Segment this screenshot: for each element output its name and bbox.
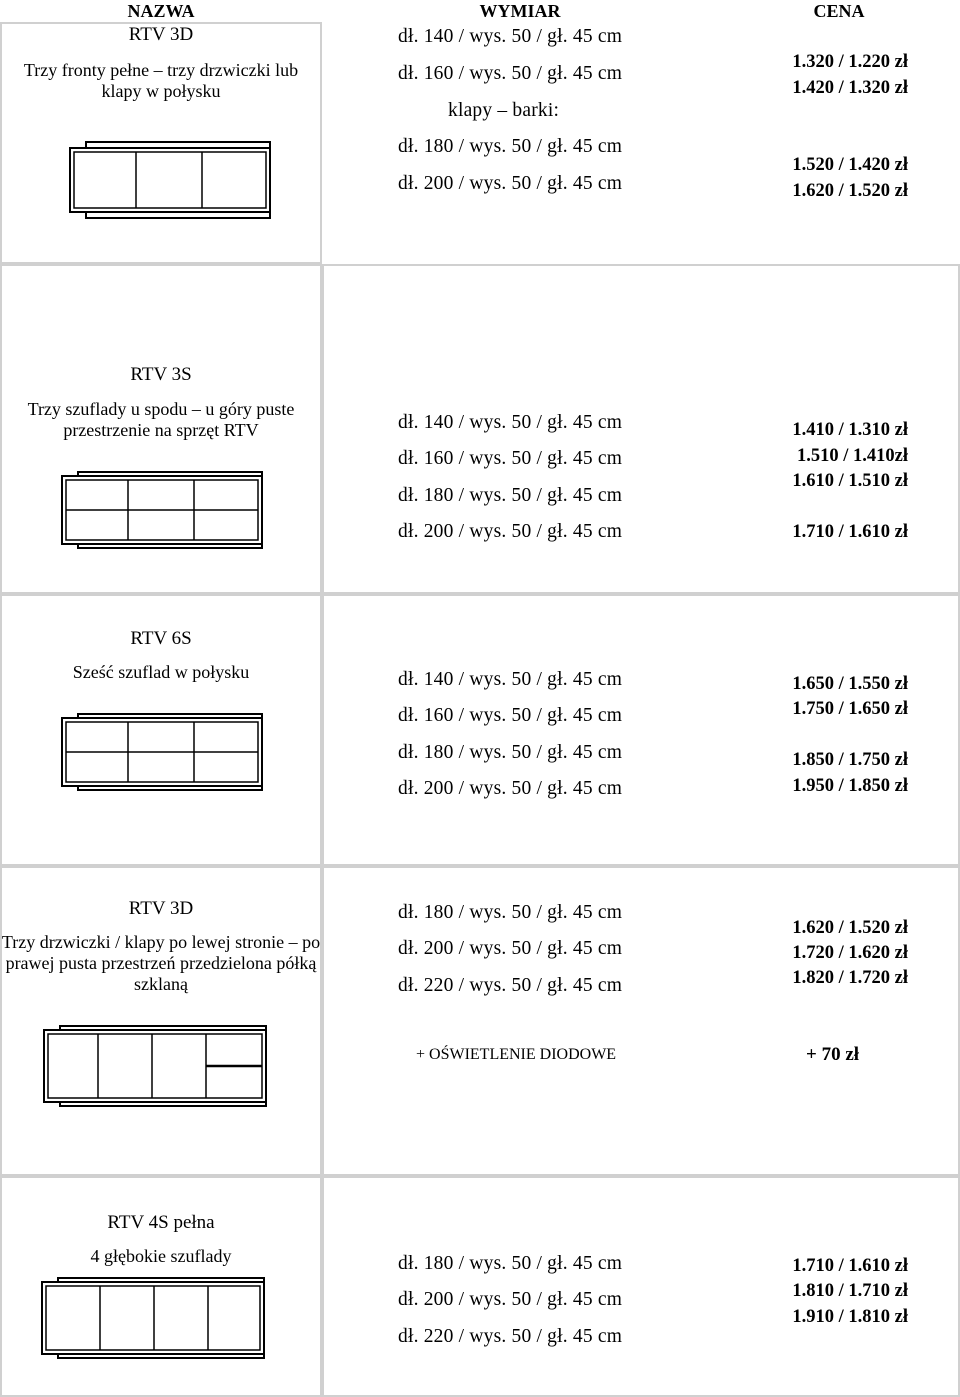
header-cena: CENA bbox=[718, 0, 960, 22]
price: 1.720 / 1.620 zł bbox=[792, 943, 908, 963]
header-wymiar: WYMIAR bbox=[322, 0, 718, 22]
dimension: dł. 220 / wys. 50 / gł. 45 cm bbox=[398, 1326, 623, 1347]
price: 1.610 / 1.510 zł bbox=[792, 471, 908, 491]
dimension: dł. 200 / wys. 50 / gł. 45 cm bbox=[398, 521, 623, 542]
dimension: dł. 140 / wys. 50 / gł. 45 cm bbox=[398, 669, 623, 690]
dimension: dł. 160 / wys. 50 / gł. 45 cm bbox=[398, 705, 623, 726]
price: 1.520 / 1.420 zł bbox=[792, 155, 908, 175]
dimension: dł. 200 / wys. 50 / gł. 45 cm bbox=[398, 1289, 623, 1310]
dimension: dł. 220 / wys. 50 / gł. 45 cm bbox=[398, 975, 623, 996]
dimension: dł. 160 / wys. 50 / gł. 45 cm bbox=[398, 448, 623, 469]
led-lighting-price: + 70 zł bbox=[806, 1044, 860, 1065]
dimension: dł. 200 / wys. 50 / gł. 45 cm bbox=[398, 173, 623, 194]
price: 1.620 / 1.520 zł bbox=[792, 918, 908, 938]
price: 1.710 / 1.610 zł bbox=[792, 522, 908, 542]
dimension: dł. 180 / wys. 50 / gł. 45 cm bbox=[398, 485, 623, 506]
price: 1.510 / 1.410zł bbox=[797, 446, 908, 466]
product-name: RTV 3D bbox=[128, 24, 194, 45]
product-description: Trzy drzwiczki / klapy po lewej stronie – po prawej pusta przestrzeń przedzielona półką szklaną bbox=[1, 932, 321, 994]
price: 1.410 / 1.310 zł bbox=[792, 420, 908, 440]
price: 1.850 / 1.750 zł bbox=[792, 750, 908, 770]
dimension: dł. 140 / wys. 50 / gł. 45 cm bbox=[398, 412, 623, 433]
dimension: dł. 180 / wys. 50 / gł. 45 cm bbox=[398, 742, 623, 763]
cabinet-sketch bbox=[60, 712, 265, 794]
price: 1.910 / 1.810 zł bbox=[792, 1307, 908, 1327]
dimension: dł. 200 / wys. 50 / gł. 45 cm bbox=[398, 778, 623, 799]
price: 1.810 / 1.710 zł bbox=[792, 1281, 908, 1301]
product-description: Trzy fronty pełne – trzy drzwiczki lub klapy w połysku bbox=[23, 60, 299, 101]
price: 1.750 / 1.650 zł bbox=[792, 699, 908, 719]
product-name: RTV 3D bbox=[128, 898, 194, 919]
price: 1.950 / 1.850 zł bbox=[792, 776, 908, 796]
cabinet-sketch bbox=[60, 470, 265, 552]
price: 1.820 / 1.720 zł bbox=[792, 968, 908, 988]
dimension: dł. 200 / wys. 50 / gł. 45 cm bbox=[398, 938, 623, 959]
dimension: dł. 180 / wys. 50 / gł. 45 cm bbox=[398, 902, 623, 923]
product-description: Trzy szuflady u spodu – u góry puste przestrzenie na sprzęt RTV bbox=[27, 399, 295, 440]
price: 1.620 / 1.520 zł bbox=[792, 181, 908, 201]
product-name: RTV 4S pełna bbox=[107, 1212, 215, 1233]
product-name: RTV 6S bbox=[130, 628, 192, 649]
dimension: dł. 180 / wys. 50 / gł. 45 cm bbox=[398, 136, 623, 157]
price: 1.710 / 1.610 zł bbox=[792, 1256, 908, 1276]
dimension-note: klapy – barki: bbox=[448, 100, 560, 121]
price: 1.650 / 1.550 zł bbox=[792, 674, 908, 694]
price: 1.420 / 1.320 zł bbox=[792, 78, 908, 98]
row-3-data-cell bbox=[322, 594, 960, 866]
header-nazwa: NAZWA bbox=[0, 0, 322, 22]
product-description: 4 głębokie szuflady bbox=[90, 1246, 232, 1266]
product-name: RTV 3S bbox=[130, 364, 192, 385]
dimension: dł. 140 / wys. 50 / gł. 45 cm bbox=[398, 26, 623, 47]
price: 1.320 / 1.220 zł bbox=[792, 52, 908, 72]
product-description: Sześć szuflad w połysku bbox=[72, 662, 250, 682]
cabinet-sketch bbox=[42, 1024, 270, 1110]
dimension: dł. 160 / wys. 50 / gł. 45 cm bbox=[398, 63, 623, 84]
led-lighting-option: + OŚWIETLENIE DIODOWE bbox=[416, 1046, 617, 1063]
cabinet-sketch bbox=[68, 140, 273, 222]
cabinet-sketch bbox=[40, 1276, 268, 1362]
dimension: dł. 180 / wys. 50 / gł. 45 cm bbox=[398, 1253, 623, 1274]
